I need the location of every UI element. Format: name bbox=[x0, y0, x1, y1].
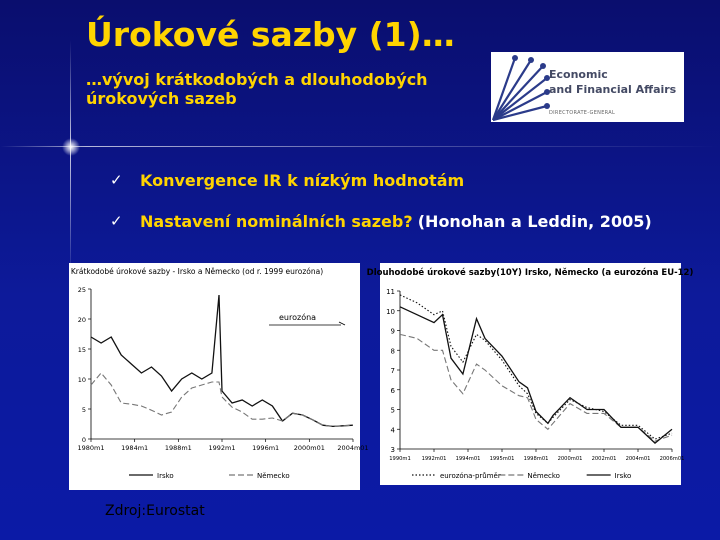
y-tick-label: 7 bbox=[390, 367, 395, 375]
bullet-item bbox=[110, 160, 652, 200]
slide-subtitle: …vývoj krátkodobých a dlouhodobých úrokových sazeb bbox=[86, 70, 428, 108]
x-tick-label: 1980m1 bbox=[77, 444, 105, 452]
y-tick-label: 11 bbox=[386, 288, 395, 296]
source-note: Zdroj:Eurostat bbox=[105, 503, 205, 519]
decorative-vertical-line bbox=[70, 40, 71, 280]
y-tick-label: 15 bbox=[77, 346, 86, 354]
x-tick-label: 1988m1 bbox=[164, 444, 192, 452]
y-tick-label: 10 bbox=[77, 376, 86, 384]
x-tick-label: 2004m01 bbox=[337, 444, 369, 452]
y-tick-label: 0 bbox=[81, 436, 86, 444]
long-term-rates-chart bbox=[366, 263, 694, 485]
bullet-text: Nastavení nominálních sazeb? bbox=[140, 211, 413, 231]
x-tick-label: 2006m01 bbox=[659, 456, 685, 462]
y-tick-label: 20 bbox=[77, 316, 86, 324]
x-tick-label: 1990m1 bbox=[389, 456, 411, 462]
y-tick-label: 5 bbox=[81, 406, 86, 414]
check-icon: ✓ bbox=[110, 212, 123, 230]
y-tick-label: 6 bbox=[390, 386, 395, 395]
chart-background bbox=[380, 263, 681, 485]
x-tick-label: 1998m01 bbox=[523, 456, 549, 462]
logo-text-line3: DIRECTORATE-GENERAL bbox=[549, 110, 616, 116]
legend-label: Německo bbox=[257, 472, 290, 480]
eu-stars-logo-icon bbox=[491, 52, 549, 122]
annotation-eurozone: eurozóna bbox=[279, 313, 317, 322]
short-term-rates-chart bbox=[69, 263, 369, 490]
bullet-citation: (Honohan a Leddin, 2005) bbox=[417, 211, 652, 231]
y-tick-label: 9 bbox=[390, 327, 395, 336]
x-tick-label: 2000m01 bbox=[293, 444, 325, 452]
x-tick-label: 2002m01 bbox=[591, 456, 617, 462]
legend-label: Irsko bbox=[157, 472, 174, 480]
x-tick-label: 1995m01 bbox=[489, 456, 515, 462]
logo-text-line1: Economic bbox=[549, 68, 608, 81]
legend-label: Německo bbox=[527, 472, 560, 480]
legend-label: Irsko bbox=[614, 472, 632, 480]
x-tick-label: 1996m1 bbox=[252, 444, 280, 452]
bullet-list bbox=[110, 160, 652, 241]
legend-label: eurozóna-průměr bbox=[440, 472, 501, 480]
logo-text-line2: and Financial Affairs bbox=[549, 83, 677, 96]
decorative-horizontal-line bbox=[0, 146, 720, 147]
chart-title-line1: Krátkodobé úrokové sazby - Irsko a Německo (od r. 1999 eurozóna) bbox=[70, 267, 324, 276]
check-icon: ✓ bbox=[110, 171, 123, 189]
y-tick-label: 3 bbox=[390, 446, 395, 454]
x-tick-label: 1992m01 bbox=[421, 456, 447, 462]
ecfin-logo bbox=[491, 52, 684, 122]
sparkle-icon bbox=[62, 138, 80, 156]
x-tick-label: 1992m1 bbox=[208, 444, 236, 452]
slide-title: Úrokové sazby (1)… bbox=[86, 15, 455, 54]
y-tick-label: 5 bbox=[390, 406, 395, 415]
y-tick-label: 4 bbox=[390, 426, 395, 435]
bullet-text: Konvergence IR k nízkým hodnotám bbox=[140, 170, 465, 190]
chart-background bbox=[69, 263, 360, 490]
bullet-item bbox=[110, 201, 652, 241]
chart-title: Dlouhodobé úrokové sazby(10Y) Irsko, Německo (a eurozóna EU-12) bbox=[366, 268, 694, 278]
y-tick-label: 25 bbox=[77, 286, 86, 294]
x-tick-label: 1994m01 bbox=[455, 456, 481, 462]
x-tick-label: 2004m01 bbox=[625, 456, 651, 462]
x-tick-label: 1984m1 bbox=[121, 444, 149, 452]
x-tick-label: 2000m01 bbox=[557, 456, 583, 462]
y-tick-label: 8 bbox=[390, 347, 395, 356]
y-tick-label: 10 bbox=[386, 307, 395, 316]
